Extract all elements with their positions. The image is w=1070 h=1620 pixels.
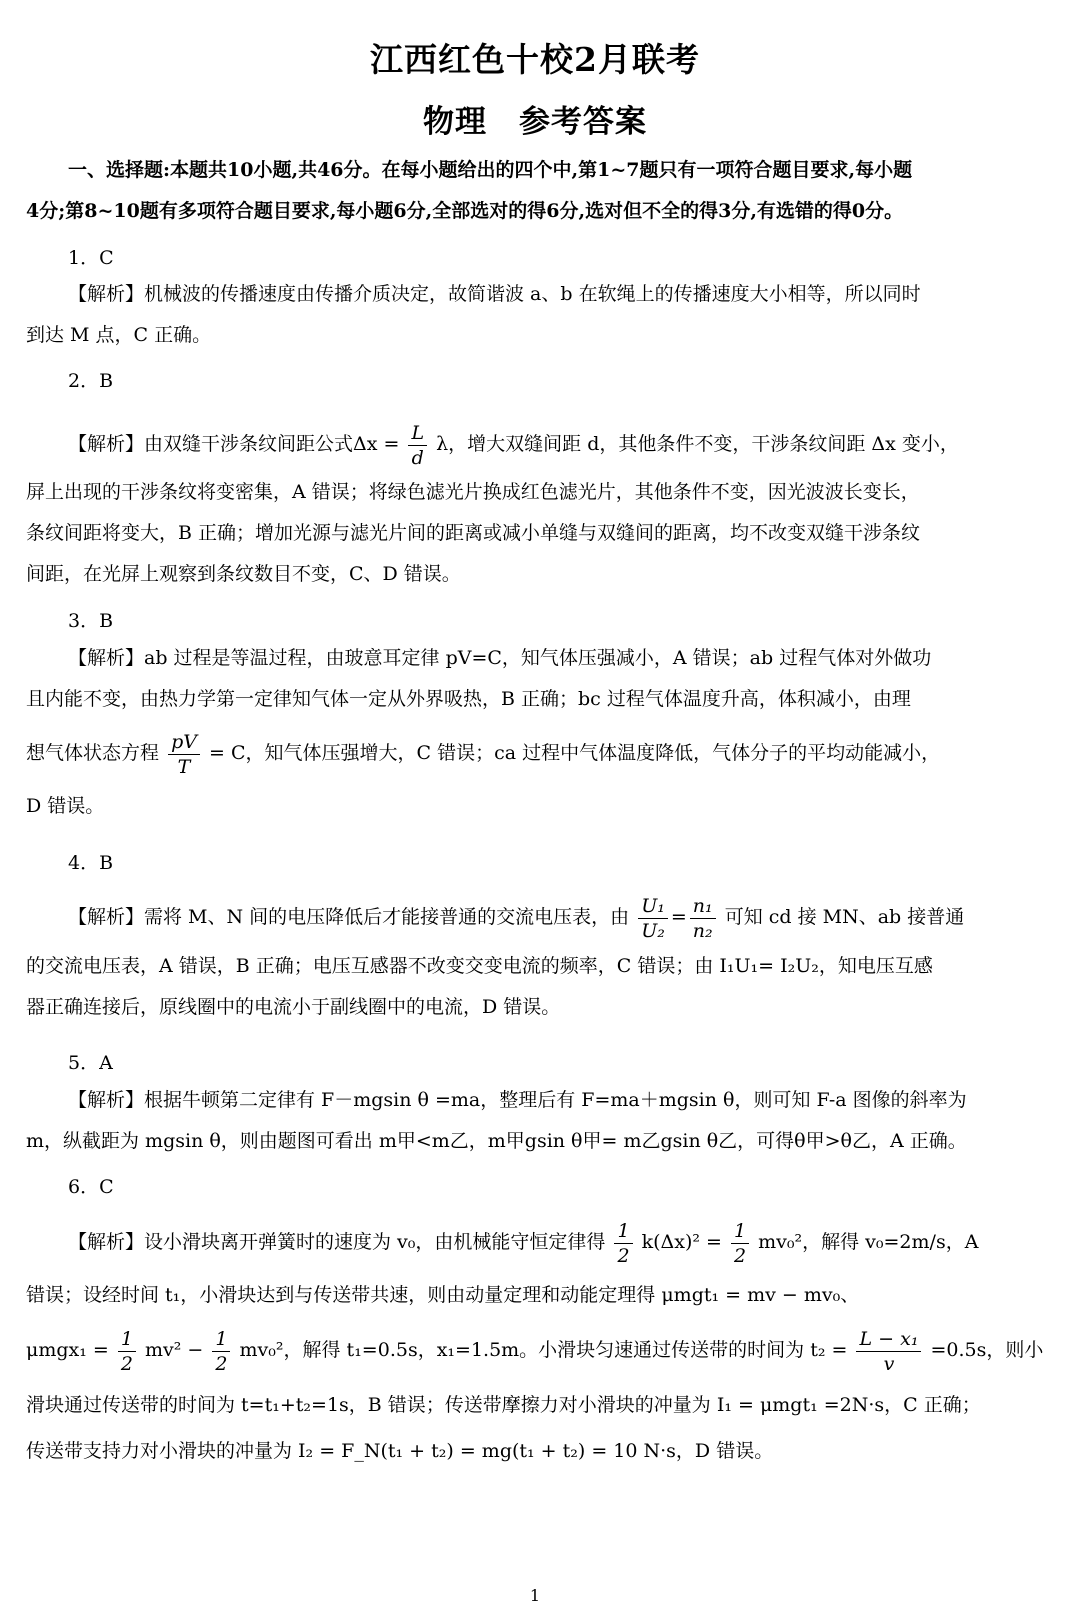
answer-5: 5．A [68,1052,113,1074]
section-instructions: 一、选择题:本题共10小题,共46分。在每小题给出的四个中,第1~7题只有一项符合题目要求,每小题 4分;第8~10题有多项符合题目要求,每小题6分,全部选对的得6分,选对但不全的得3分,有选错的得0分。 [26,159,913,222]
page-title: 江西红色十校2月联考 [370,40,700,79]
explanation-6: 【解析】设小滑块离开弹簧时的速度为 v₀，由机械能守恒定律得 $\frac{1}{2}$ k(Δx)² = $\frac{1}{2}$ mv₀²，解得 v₀=2m/s，A 错误；设经时间 t₁，小滑块达到与传送带共速，则由动量定理和动能定理得 μmgt₁ = mv − mv₀、 μmgx₁ = $\frac{1}{2}$ mv² − $\frac{1}{2}$ mv₀²，解得 t₁=0.5s，x₁=1.5m。小滑块匀速通过传送带的时间为 t₂ = $\frac{\text{L − x₁}}{v}$ =0.5s，则小 滑块通过传送带的时间为 t=t₁+t₂=1s，B 错误；传送带摩擦力对小滑块的冲量为 I₁ = μmgt₁ =2N·s，C 正确； 传送带支持力对小滑块的冲量为 I₂ = F_N(t₁ + t₂) = mg(t₁ + t₂) = 10 N·s，D 错误。 [26,1219,1044,1462]
fraction-one-half: $\frac{1}{2}$ [118,1327,136,1376]
answer-3: 3．B [68,610,114,632]
answer-4: 4．B [68,852,114,874]
answer-1: 1．C [68,247,114,269]
answer-2: 2．B [68,370,114,392]
explanation-3: 【解析】ab 过程是等温过程，由玻意耳定律 pV=C，知气体压强减小，A 错误；ab 过程气体对外做功 且内能不变，由热力学第一定律知气体一定从外界吸热，B 正确；bc 过程气体温度升高，体积减小，由理 想气体状态方程 $\frac{pV}{T}$ = C，知气体压强增大，C 错误；ca 过程中气体温度降低，气体分子的平均动能减小， D 错误。 [26,647,941,817]
page-subtitle: 物理 参考答案 [423,104,647,140]
explanation-1: 【解析】机械波的传播速度由传播介质决定，故简谐波 a、b 在软绳上的传播速度大小相等，所以同时 到达 M 点，C 正确。 [26,283,921,346]
answer-6: 6．C [68,1176,114,1198]
fraction-one-half: $\frac{1}{2}$ [731,1219,749,1268]
fraction-pv-over-t: $\frac{pV}{T}$ [168,730,200,779]
explanation-5: 【解析】根据牛顿第二定律有 F－mgsin θ =ma，整理后有 F=ma＋mgsin θ，则可知 F-a 图像的斜率为 m，纵截距为 mgsin θ，则由题图可看出 m甲<m乙，m甲gsin θ甲= m乙gsin θ乙，可得θ甲>θ乙，A 正确。 [26,1089,967,1152]
fraction-u1-over-u2: $\frac{\text{U₁}}{\text{U₂}}$ [638,894,668,943]
fraction-l-minus-x1-over-v: $\frac{\text{L − x₁}}{v}$ [856,1327,921,1376]
explanation-2: 【解析】由双缝干涉条纹间距公式Δx = $\frac{L}{d}$ λ，增大双缝间距 d，其他条件不变，干涉条纹间距 Δx 变小， 屏上出现的干涉条纹将变密集，A 错误；将绿色滤光片换成红色滤光片，其他条件不变，因光波波长变长， 条纹间距将变大，B 正确；增加光源与滤光片间的距离或减小单缝与双缝间的距离，均不改变双缝干涉条纹 间距，在光屏上观察到条纹数目不变，C、D 错误。 [26,421,959,585]
fraction-n1-over-n2: $\frac{\text{n₁}}{\text{n₂}}$ [690,894,716,943]
fraction-one-half: $\frac{1}{2}$ [614,1219,632,1268]
fraction-one-half: $\frac{1}{2}$ [212,1327,230,1376]
fraction-l-over-d: $\frac{L}{d}$ [408,421,427,470]
explanation-4: 【解析】需将 M、N 间的电压降低后才能接普通的交流电压表，由 $\frac{\text{U₁}}{\text{U₂}}$ = $\frac{\text{n₁}}{\text{n₂}}$ 可知 cd 接 MN、ab 接普通 的交流电压表，A 错误，B 正确；电压互感器不改变交变电流的频率，C 错误；由 I₁U₁= I₂U₂，知电压互感 器正确连接后，原线圈中的电流小于副线圈中的电流，D 错误。 [26,894,965,1018]
page-number: 1 [529,1586,541,1605]
